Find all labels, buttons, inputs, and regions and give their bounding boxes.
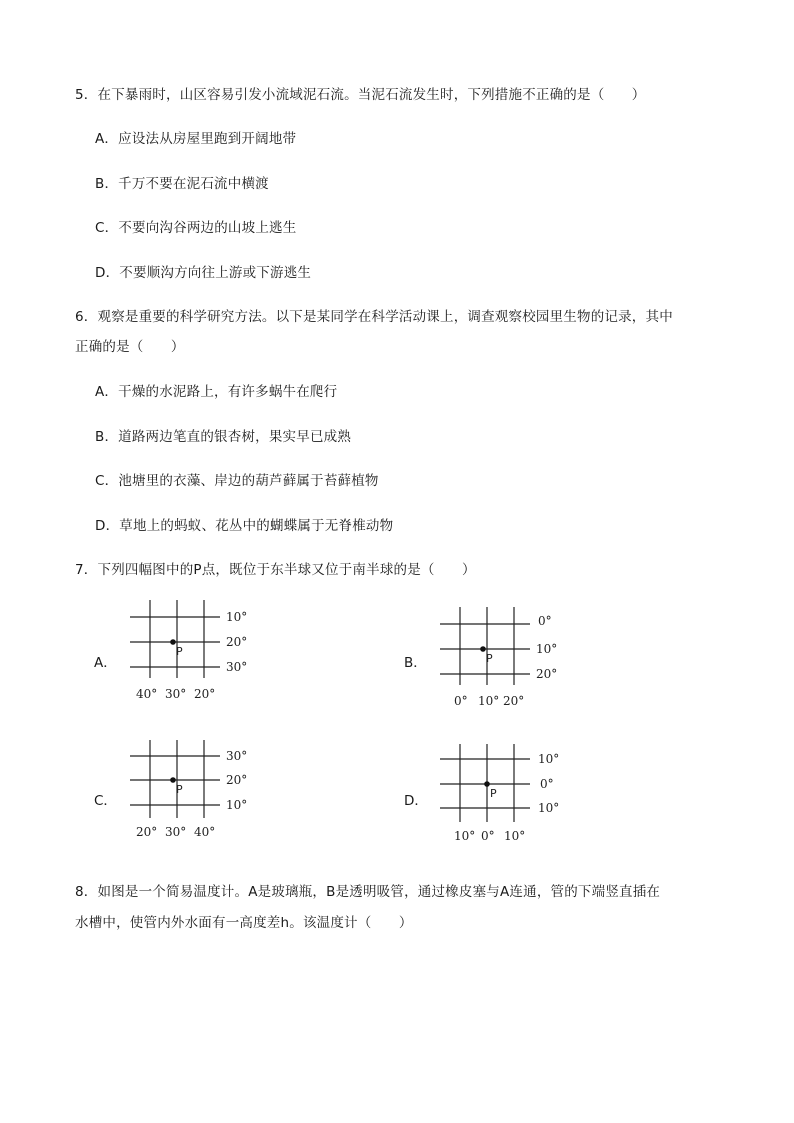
- point-p-label: P: [490, 787, 497, 800]
- lat-label: 0°: [538, 614, 552, 628]
- lat-label: 10°: [536, 642, 558, 656]
- lat-label: 10°: [226, 610, 248, 624]
- lon-label: 0°: [481, 829, 495, 843]
- lat-label: 30°: [226, 749, 248, 763]
- lat-label: 10°: [226, 798, 248, 812]
- q7-grid-c[interactable]: [120, 740, 260, 850]
- lat-label: 10°: [538, 801, 560, 815]
- lon-label: 40°: [136, 687, 158, 701]
- q6-option-c[interactable]: C．池塘里的衣藻、岸边的葫芦藓属于苔藓植物: [95, 473, 379, 489]
- q7-grid-a[interactable]: [120, 600, 260, 710]
- q6-stem-line1: 6．观察是重要的科学研究方法。以下是某同学在科学活动课上，调查观察校园里生物的记录，其中: [75, 309, 673, 325]
- q8-stem-line2: 水槽中，使管内外水面有一高度差h。该温度计（ ）: [75, 915, 413, 931]
- lat-label: 0°: [540, 777, 554, 791]
- point-p-marker: [170, 777, 176, 783]
- lon-label: 30°: [165, 687, 187, 701]
- point-p-label: P: [176, 783, 183, 796]
- point-p-marker: [480, 646, 486, 652]
- point-p-marker: [170, 639, 176, 645]
- lon-label: 0°: [454, 694, 468, 708]
- lon-label: 10°: [478, 694, 500, 708]
- q5-option-c[interactable]: C．不要向沟谷两边的山坡上逃生: [95, 220, 297, 236]
- q5-stem: 5．在下暴雨时，山区容易引发小流域泥石流。当泥石流发生时，下列措施不正确的是（ ）: [75, 87, 646, 103]
- q7-grid-d[interactable]: [432, 744, 572, 854]
- q7-option-d-label[interactable]: D．: [404, 793, 428, 809]
- q8-stem-line1: 8．如图是一个简易温度计。A是玻璃瓶，B是透明吸管，通过橡皮塞与A连通，管的下端竖直插在: [75, 884, 661, 900]
- q6-option-d[interactable]: D．草地上的蚂蚁、花丛中的蝴蝶属于无脊椎动物: [95, 518, 394, 534]
- point-p-label: P: [176, 645, 183, 658]
- lon-label: 40°: [194, 825, 216, 839]
- q7-grid-b[interactable]: [432, 607, 572, 717]
- lat-label: 30°: [226, 660, 248, 674]
- q5-option-b[interactable]: B．千万不要在泥石流中横渡: [95, 176, 269, 192]
- point-p-marker: [484, 781, 490, 787]
- q7-option-a-label[interactable]: A．: [94, 655, 117, 671]
- lat-label: 20°: [536, 667, 558, 681]
- q7-stem: 7．下列四幅图中的P点，既位于东半球又位于南半球的是（ ）: [75, 562, 476, 578]
- lon-label: 30°: [165, 825, 187, 839]
- lat-label: 20°: [226, 773, 248, 787]
- point-p-label: P: [486, 652, 493, 665]
- q6-stem-line2: 正确的是（ ）: [75, 339, 185, 355]
- q5-option-a[interactable]: A．应设法从房屋里跑到开阔地带: [95, 131, 297, 147]
- q7-option-b-label[interactable]: B．: [404, 655, 427, 671]
- lon-label: 10°: [454, 829, 476, 843]
- lat-label: 10°: [538, 752, 560, 766]
- lon-label: 20°: [136, 825, 158, 839]
- lon-label: 20°: [503, 694, 525, 708]
- q7-option-c-label[interactable]: C．: [94, 793, 117, 809]
- lat-label: 20°: [226, 635, 248, 649]
- lon-label: 20°: [194, 687, 216, 701]
- q6-option-a[interactable]: A．干燥的水泥路上，有许多蜗牛在爬行: [95, 384, 338, 400]
- q5-option-d[interactable]: D．不要顺沟方向往上游或下游逃生: [95, 265, 312, 281]
- q6-option-b[interactable]: B．道路两边笔直的银杏树，果实早已成熟: [95, 429, 352, 445]
- lon-label: 10°: [504, 829, 526, 843]
